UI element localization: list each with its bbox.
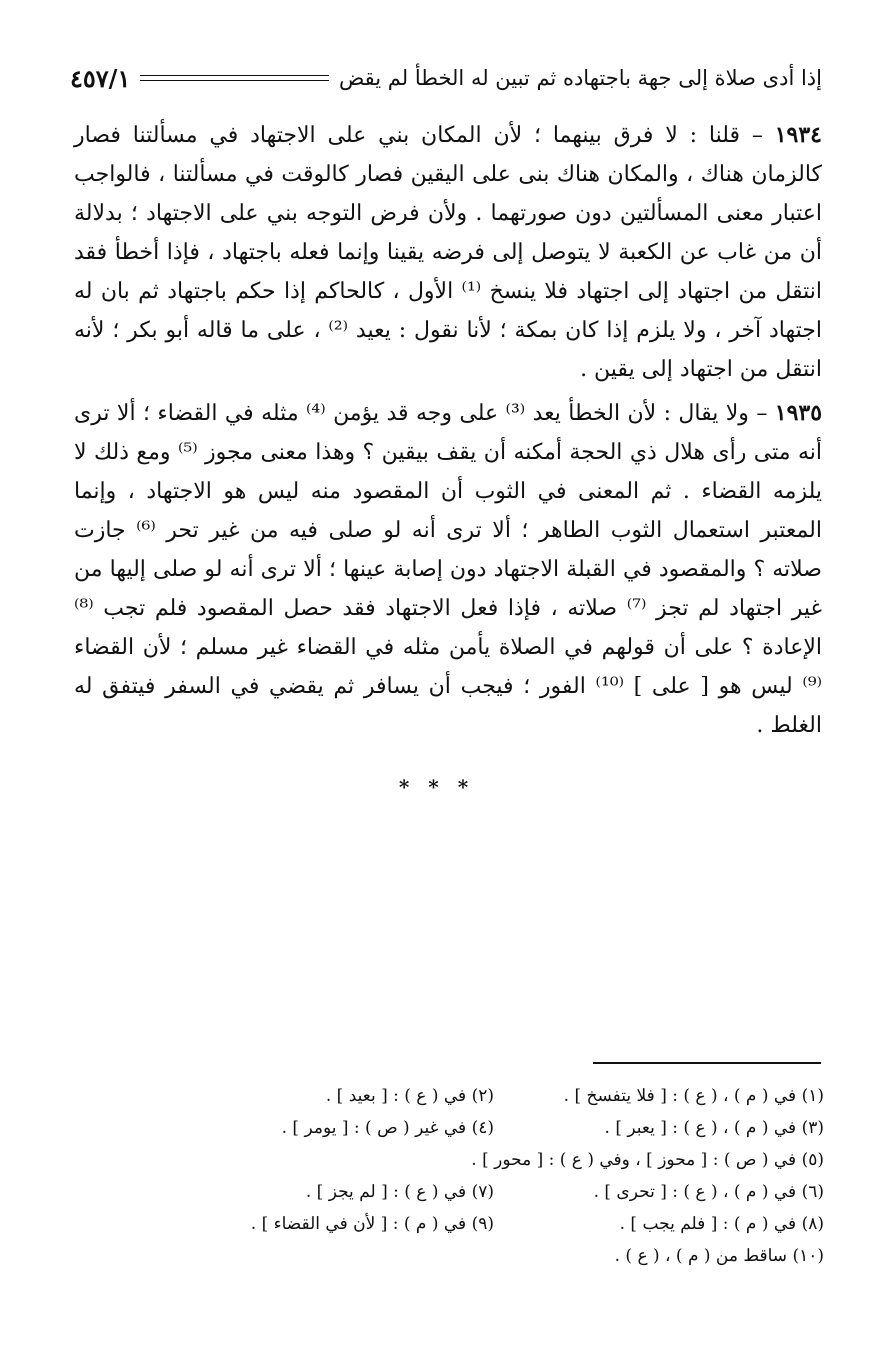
main-text [74, 116, 822, 745]
footnote-row [100, 1112, 824, 1144]
footnote-8: (٨) في ( م ) : [ فلم يجب ] . [619, 1214, 824, 1234]
paragraph-1934 [74, 116, 822, 389]
footnote-5: (٥) في ( ص ) : [ محوز ] ، وفي ( ع ) : [ محور ] . [471, 1150, 824, 1170]
section-separator: * * * [398, 775, 475, 799]
header-rule [140, 75, 329, 81]
footnotes [100, 1080, 824, 1272]
footnote-3: (٣) في ( م ) ، ( ع ) : [ يعبر ] . [604, 1118, 824, 1138]
header-title: إذا أدى صلاة إلى جهة باجتهاده ثم تبين له الخطأ لم يقض [338, 66, 822, 90]
paragraph-number: ١٩٣٥ [774, 400, 823, 426]
running-header [70, 58, 822, 98]
footnote-6: (٦) في ( م ) ، ( ع ) : [ تحرى ] . [593, 1182, 824, 1202]
footnote-10: (١٠) ساقط من ( م ) ، ( ع ) . [614, 1246, 824, 1266]
footnote-row [100, 1080, 824, 1112]
paragraph-number: ١٩٣٤ [774, 122, 822, 148]
footnote-2: (٢) في ( ع ) : [ بعيد ] . [325, 1086, 494, 1106]
footnote-7: (٧) في ( ع ) : [ لم يجز ] . [305, 1182, 494, 1202]
paragraph-text: – ولا يقال : لأن الخطأ يعد ⁽³⁾ على وجه قد يؤمن ⁽⁴⁾ مثله في القضاء ؛ ألا ترى أنه متى رأى هلال ذي الحجة أمكنه أن يقف بيقين ؟ وهذا معنى مجوز ⁽⁵⁾ ومع ذلك لا يلزمه القضاء . ثم المعنى في الثوب أن المقصود منه ليس هو الاجتهاد ، وإنما المعتبر استعمال الثوب الطاهر ؛ ألا ترى أنه لو صلى فيه من غير تحر ⁽⁶⁾ جازت صلاته ؟ والمقصود في القبلة الاجتهاد دون إصابة عينها ؛ ألا ترى أنه لو صلى إليها من غير اجتهاد لم تجز ⁽⁷⁾ صلاته ، فإذا فعل الاجتهاد فقد حصل المقصود فلم تجب ⁽⁸⁾ الإعادة ؟ على أن قولهم في الصلاة يأمن مثله في القضاء غير مسلم ؛ لأن القضاء ⁽⁹⁾ ليس هو [ على ] ⁽¹⁰⁾ الفور ؛ فيجب أن يسافر ثم يقضي في السفر فيتفق له الغلط . [74, 401, 822, 738]
footnote-4: (٤) في غير ( ص ) : [ يومر ] . [281, 1118, 494, 1138]
footnote-1: (١) في ( م ) ، ( ع ) : [ فلا يتفسخ ] . [563, 1086, 824, 1106]
page-number: ٤٥٧/١ [70, 63, 131, 93]
paragraph-1935 [74, 394, 822, 745]
paragraph-text: – قلنا : لا فرق بينهما ؛ لأن المكان بني على الاجتهاد في مسألتنا فصار كالزمان هناك ، والمكان هناك بنى على اليقين فصار كالوقت في مسألتنا ، فالواجب اعتبار معنى المسألتين دون صورتهما . ولأن فرض التوجه بني على الاجتهاد ؛ بدلالة أن من غاب عن الكعبة لا يتوصل إلى فرضه يقينا وإنما فعله باجتهاد ، فإذا أخطأ فقد انتقل من اجتهاد إلى اجتهاد فلا ينسخ ⁽¹⁾ الأول ، كالحاكم إذا حكم باجتهاد ثم بان له اجتهاد آخر ، ولا يلزم إذا كان بمكة ؛ لأنا نقول : يعيد ⁽²⁾ ، على ما قاله أبو بكر ؛ لأنه انتقل من اجتهاد إلى يقين . [74, 123, 822, 382]
footnote-row [100, 1144, 824, 1176]
footnote-row [100, 1208, 824, 1240]
footnote-row [100, 1176, 824, 1208]
footnote-row [100, 1240, 824, 1272]
footnote-rule [593, 1062, 821, 1064]
footnote-9: (٩) في ( م ) : [ لأن في القضاء ] . [250, 1214, 494, 1234]
